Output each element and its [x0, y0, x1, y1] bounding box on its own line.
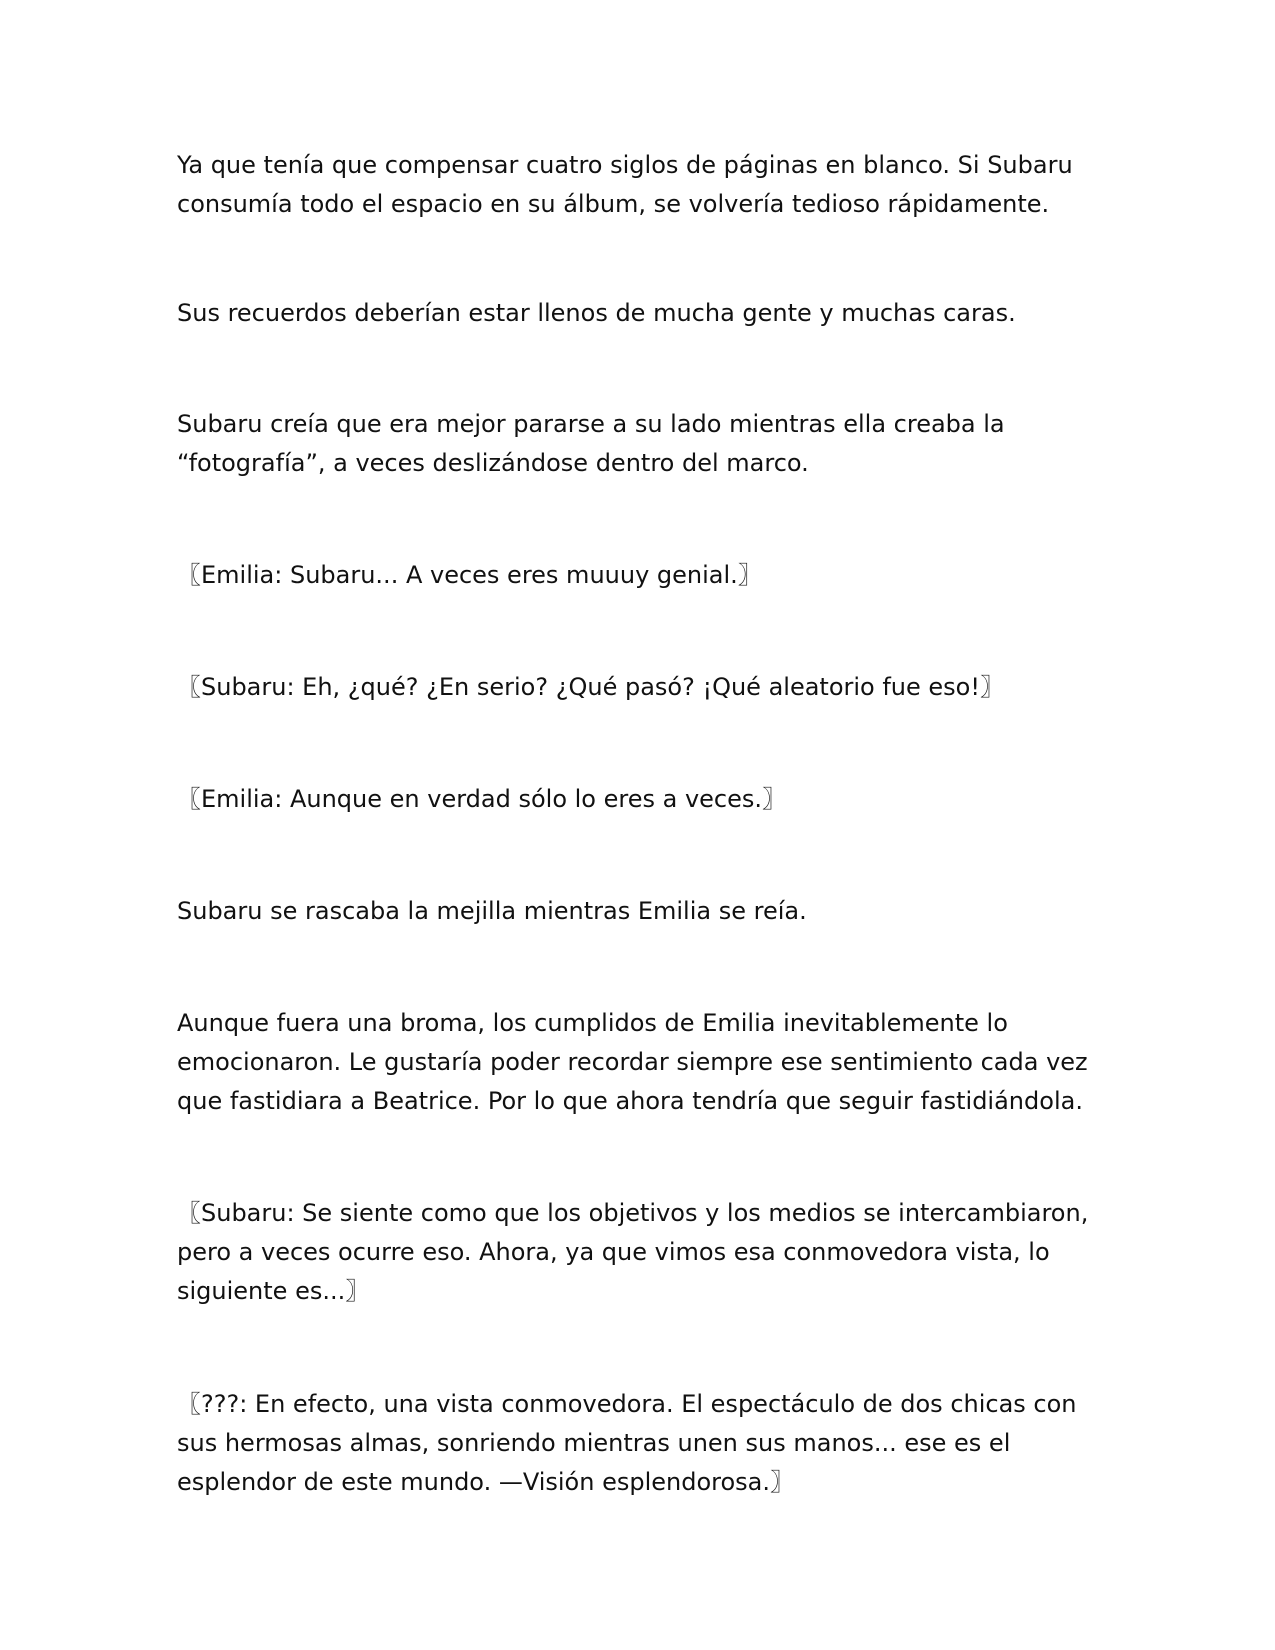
paragraph-4: Subaru se rascaba la mejilla mientras Emilia se reía. — [177, 897, 807, 925]
dialogue-line-subaru-1: 〖Subaru: Eh, ¿qué? ¿En serio? ¿Qué pasó? ¡Qué aleatorio fue eso!〗 — [177, 673, 1004, 701]
paragraph-2: Sus recuerdos deberían estar llenos de mucha gente y muchas caras. — [177, 299, 1016, 327]
dialogue-line-unknown: 〖???: En efecto, una vista conmovedora. El espectáculo de dos chicas con sus hermosas almas, sonriendo mientras unen sus manos... ese es el esplendor de este mundo. —Visión esplendorosa.〗 — [177, 1390, 1077, 1496]
dialogue-line-subaru-2: 〖Subaru: Se siente como que los objetivos y los medios se intercambiaron, pero a veces ocurre eso. Ahora, ya que vimos esa conmovedora vista, lo siguiente es...〗 — [177, 1199, 1089, 1305]
dialogue-line-emilia-2: 〖Emilia: Aunque en verdad sólo lo eres a veces.〗 — [177, 785, 787, 813]
paragraph-5: Aunque fuera una broma, los cumplidos de Emilia inevitablemente lo emocionaron. Le gustaría poder recordar siempre ese sentimiento cada vez que fastidiara a Beatrice. Por lo que ahora tendría que seguir fastidiándola. — [177, 1009, 1088, 1115]
paragraph-3: Subaru creía que era mejor pararse a su lado mientras ella creaba la “fotografía”, a veces deslizándose dentro del marco. — [177, 410, 1005, 477]
dialogue-line-emilia-1: 〖Emilia: Subaru... A veces eres muuuy genial.〗 — [177, 561, 762, 589]
paragraph-1: Ya que tenía que compensar cuatro siglos de páginas en blanco. Si Subaru consumía todo el espacio en su álbum, se volvería tedioso rápidamente. — [177, 151, 1073, 218]
